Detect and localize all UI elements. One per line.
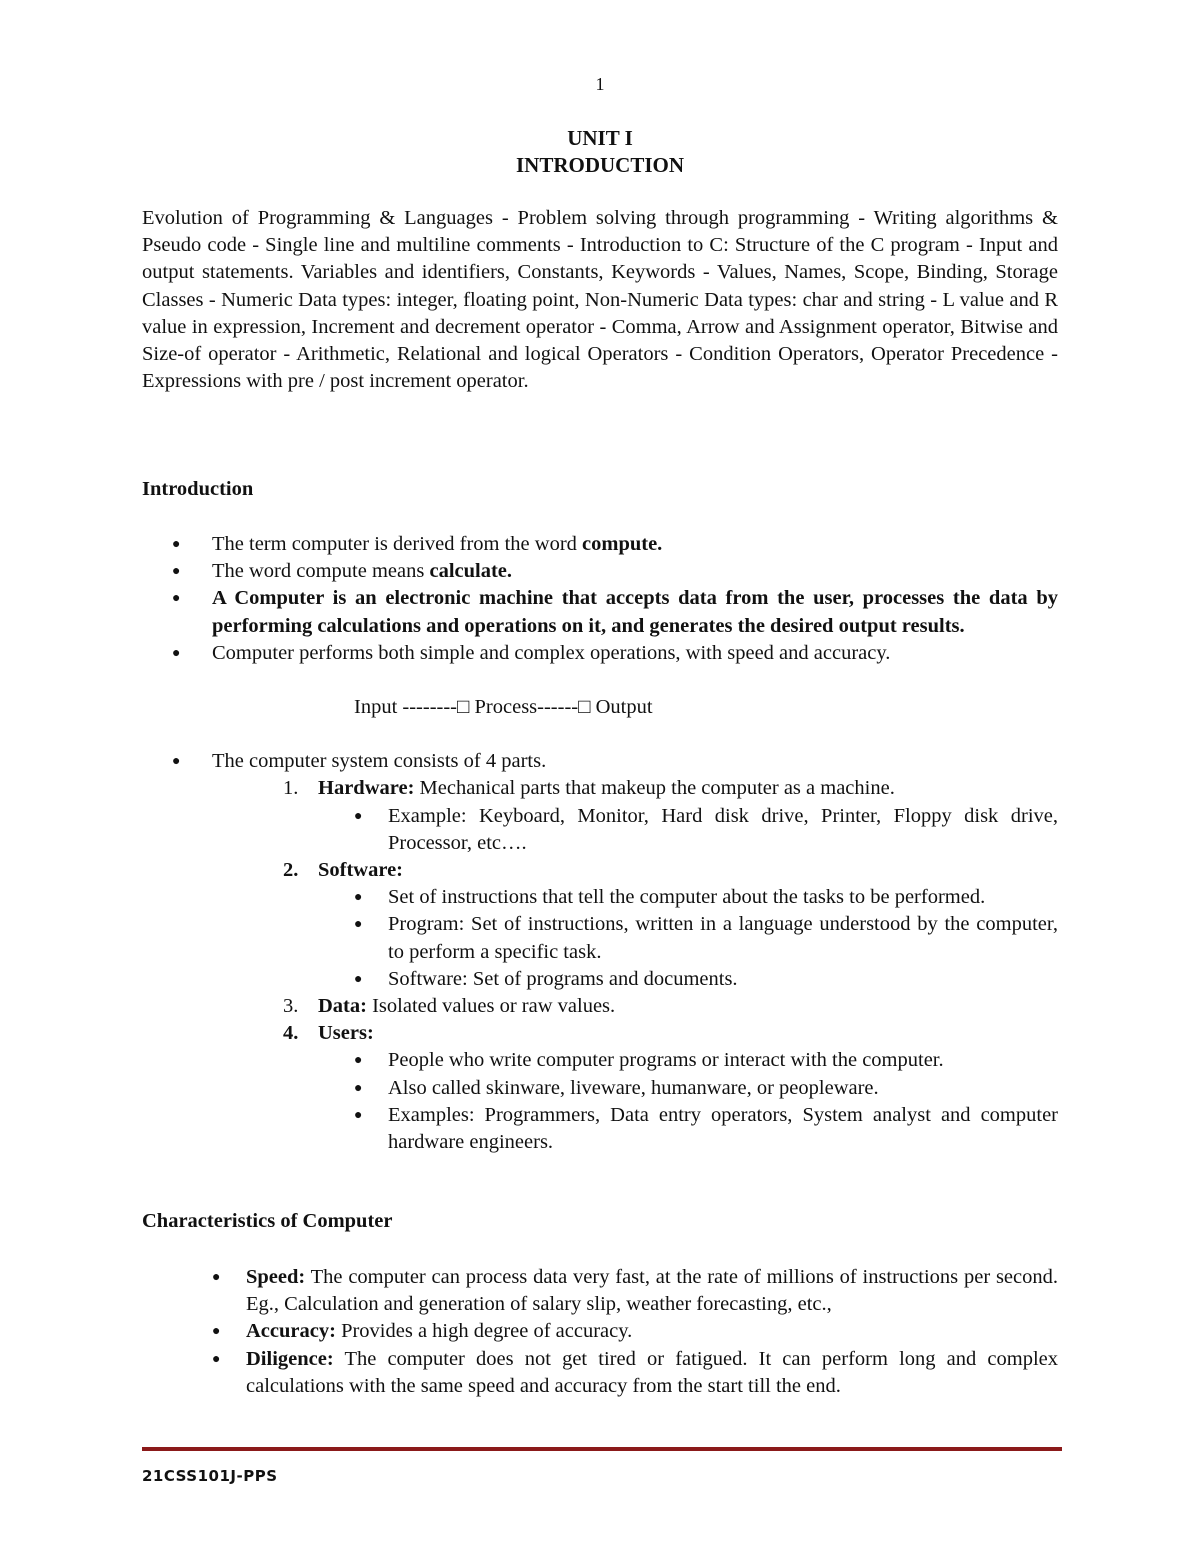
page-number: 1 <box>595 74 605 94</box>
list-item: ● Computer performs both simple and complex operations, with speed and accuracy. <box>142 640 1058 667</box>
sub-list-item: ● Also called skinware, liveware, humanware, or peopleware. <box>142 1075 1058 1102</box>
numbered-item-software: 2. Software: <box>283 859 404 882</box>
bullet-icon: ● <box>172 591 181 607</box>
footer-course-code: 21CSS101J-PPS <box>142 1467 278 1485</box>
bullet-icon: ● <box>212 1351 221 1367</box>
unit-label: UNIT I <box>567 126 633 150</box>
sub-list-item: ● Examples: Programmers, Data entry operators, System analyst and computer hardware engineers. <box>354 1103 1058 1154</box>
introduction-content <box>142 531 1058 1156</box>
numbered-item-users: 4. Users: <box>283 1022 374 1045</box>
bullet-icon: ● <box>172 564 181 580</box>
characteristics-content <box>142 1264 1058 1400</box>
list-item: ● The term computer is derived from the word compute. <box>142 531 1058 558</box>
unit-name: INTRODUCTION <box>515 153 685 177</box>
list-item: ● Accuracy: Provides a high degree of accuracy. <box>142 1318 1058 1345</box>
bullet-icon: ● <box>354 971 363 987</box>
list-item: ● A Computer is an electronic machine that accepts data from the user, processes the data by performing calculations and operations on it, and generates the desired output results. <box>172 587 1058 637</box>
syllabus-paragraph: Evolution of Programming & Languages - Problem solving through programming - Writing algorithms & Pseudo code - Single line and multiline comments - Introduction to C: Structure of the C program - Input and output statements. Variables and identifiers, Constants, Keywords - Values, Names, Scope, Binding, Storage Classes - Numeric Data types: integer, floating point, Non-Numeric Data types: char and string - L value and R value in expression, Increment and decrement operator - Comma, Arrow and Assignment operator, Bitwise and Size-of operator - Arithmetic, Relational and logical Operators - Condition Operators, Operator Precedence - Expressions with pre / post increment operator. <box>142 207 1058 393</box>
footer-rule <box>142 1447 1062 1451</box>
numbered-item-hardware: 1. Hardware: Mechanical parts that makeup the computer as a machine. <box>283 777 895 800</box>
numbered-item-data: 3. Data: Isolated values or raw values. <box>283 995 616 1018</box>
bullet-icon: ● <box>354 1053 363 1069</box>
io-flow-line: Input --------□ Process------□ Output <box>354 696 653 719</box>
list-item: ● Diligence: The computer does not get tired or fatigued. It can perform long and complex calculations with the same speed and accuracy from the start till the end. <box>212 1347 1058 1397</box>
sub-list-item: ● Example: Keyboard, Monitor, Hard disk drive, Printer, Floppy disk drive, Processor, etc…. <box>354 804 1058 854</box>
characteristics-heading: Characteristics of Computer <box>142 1210 393 1232</box>
bullet-icon: ● <box>354 1107 363 1123</box>
bullet-icon: ● <box>354 808 363 824</box>
bullet-icon: ● <box>354 917 363 933</box>
list-item: ● The computer system consists of 4 parts. <box>142 748 1058 775</box>
bullet-icon: ● <box>354 890 363 906</box>
list-item: ● The word compute means calculate. <box>142 558 1058 585</box>
introduction-heading: Introduction <box>142 478 254 500</box>
bullet-icon: ● <box>212 1270 221 1285</box>
sub-list-item: ● Program: Set of instructions, written in a language understood by the computer, to perform a specific task. <box>354 913 1058 963</box>
sub-list-item: ● People who write computer programs or interact with the computer. <box>142 1047 1058 1074</box>
bullet-icon: ● <box>172 537 181 552</box>
list-item: ● Speed: The computer can process data very fast, at the rate of millions of instructions per second. Eg., Calculation and generation of salary slip, weather forecasting, etc., <box>212 1266 1058 1316</box>
bullet-icon: ● <box>212 1324 221 1340</box>
bullet-icon: ● <box>354 1080 363 1096</box>
bullet-icon: ● <box>172 754 181 770</box>
unit-title-block <box>0 125 1200 179</box>
sub-list-item: ● Software: Set of programs and documents. <box>142 966 1058 993</box>
bullet-icon: ● <box>172 645 181 661</box>
sub-list-item: ● Set of instructions that tell the computer about the tasks to be performed. <box>142 884 1058 911</box>
